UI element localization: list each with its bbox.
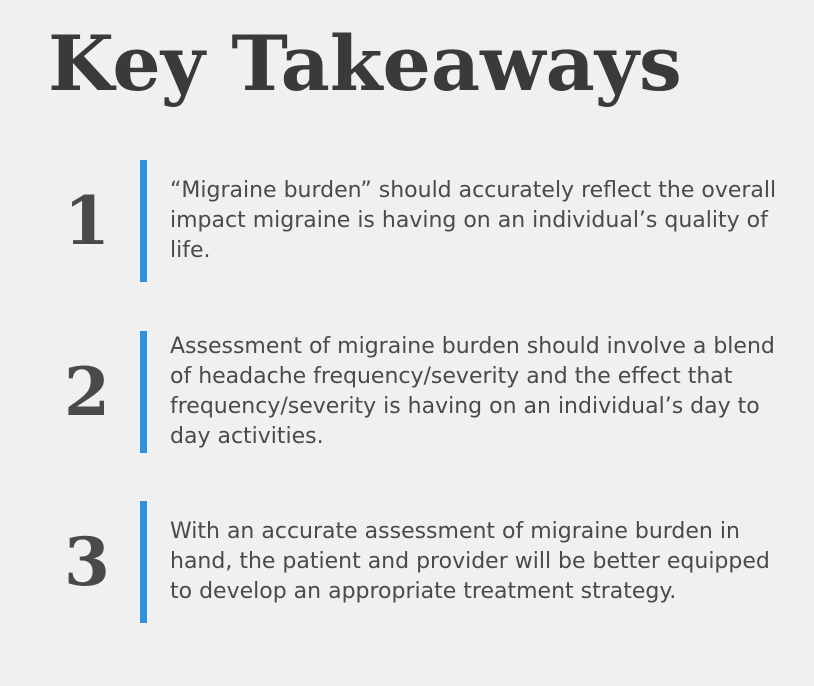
takeaway-text-container [170,501,790,623]
takeaway-item-1 [0,160,814,282]
page-title: Key Takeaways [48,19,682,108]
takeaway-number: 1 [64,182,110,260]
accent-bar [140,331,147,453]
takeaway-text-container [170,160,790,282]
accent-bar [140,501,147,623]
accent-bar [140,160,147,282]
takeaway-item-2 [0,331,814,453]
takeaway-text: Assessment of migraine burden should involve a blend of headache frequency/severity and the effect that frequency/severity is having on an individual’s day to day activities. [170,334,775,449]
takeaway-number: 2 [64,353,110,431]
takeaway-number: 3 [64,523,110,601]
takeaway-item-3 [0,501,814,623]
takeaway-text: With an accurate assessment of migraine burden in hand, the patient and provider will be better equipped to develop an appropriate treatment strategy. [170,519,770,604]
takeaway-text-container [170,331,790,453]
takeaway-text: “Migraine burden” should accurately reflect the overall impact migraine is having on an individual’s quality of life. [170,178,777,263]
